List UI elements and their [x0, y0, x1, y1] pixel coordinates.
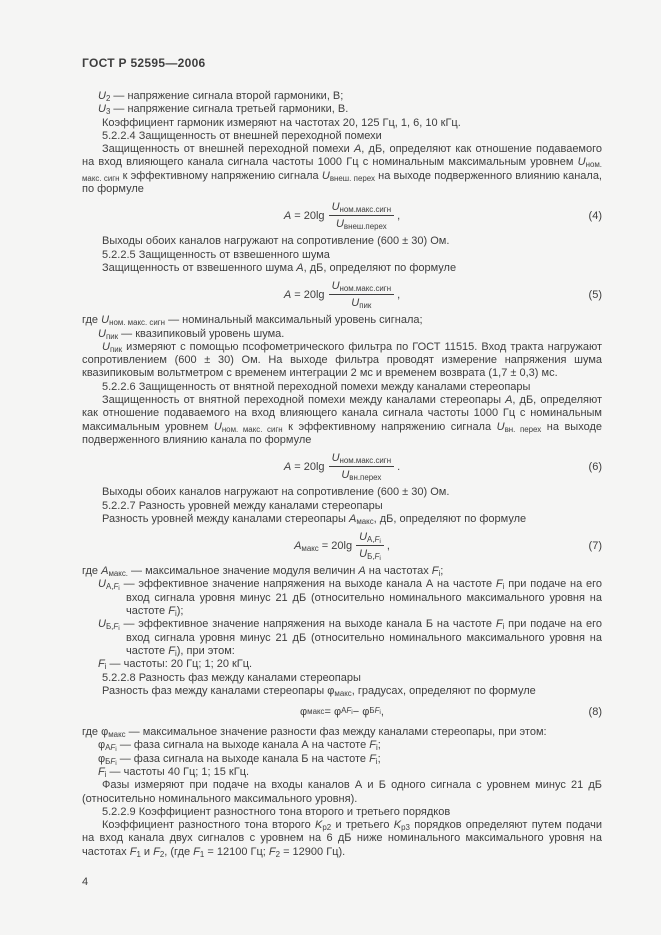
fraction	[356, 531, 384, 563]
formula-lhs: A = 20lg	[283, 460, 325, 473]
definition-item: $U_3$ — напряжение сигнала третьей гармоники, В.	[98, 103, 349, 117]
paragraph: Фазы измеряют при подаче на входы каналов А и Б одного сигнала с уровнем минус 21 дБ (относительно номинального максимального уровня).	[82, 779, 602, 805]
equation-number: (6)	[588, 460, 602, 473]
definition-item: $U_{пик}$ — квазипиковый уровень шума.	[98, 327, 285, 341]
equation-number: (4)	[588, 209, 602, 222]
equation-number: (7)	[588, 539, 602, 552]
formula-8	[82, 705, 602, 719]
fraction-denominator: $U_{внеш.перех}$	[335, 218, 387, 232]
document-body	[82, 90, 602, 859]
formula-6	[82, 452, 602, 481]
fraction	[329, 452, 395, 481]
formula-5	[82, 280, 602, 309]
formula-body: φ макс = φ $АF_i$ − φ $БF_i$ ,	[300, 706, 384, 719]
fraction-numerator: $U_{ном.макс.сигн}$	[329, 201, 395, 216]
definition-item: $\varphi_{АF_i}$ — фаза сигнала на выходе канала А на частоте $F_i$;	[98, 739, 381, 754]
paragraph: Коэффициент гармоник измеряют на частотах 20, 125 Гц, 1, 6, 10 кГц.	[102, 116, 461, 129]
definition-item: $F_i$ — частоты: 20 Гц; 1; 20 кГц.	[98, 658, 253, 672]
paragraph: Коэффициент разностного тона второго $K_{р2}$ и третьего $K_{р3}$ порядков определяют путем подачи на вход канала двух сигналов с уровнем на 6 дБ ниже номинального максимального уровня на частотах $F_1$ и $F_2$, (где $F_1 = 12100$ Гц; $F_2 = 12900$ Гц).	[82, 819, 603, 859]
fraction	[329, 201, 395, 230]
definition-item: $U_2$ — напряжение сигнала второй гармоники, В;	[98, 90, 344, 103]
formula-punctuation: ,	[386, 539, 390, 552]
where-clause: где $\varphi_{макс}$ — максимальное значение разности фаз между каналами стереопары, при этом:	[82, 726, 547, 740]
paragraph: Разность фаз между каналами стереопары $\varphi_{макс}$, градусах, определяют по формуле	[102, 684, 536, 698]
clause-heading: 5.2.2.4 Защищенность от внешней переходной помехи	[102, 129, 382, 142]
definition-item: $\varphi_{БF_i}$ — фаза сигнала на выходе канала Б на частоте $F_i$;	[98, 752, 381, 767]
equation-number: (5)	[588, 288, 602, 301]
fraction-numerator: $U_{ном.макс.сигн}$	[329, 280, 395, 295]
definition-item: $U_{А,F_i}$ — эффективное значение напряжения на выходе канала А на частоте $F_i$ при подаче на его вход сигнала уровня минус 21 дБ (относительно номинального максимального уровня на частоте $F_i$);	[98, 578, 603, 619]
definition-item: $F_i$ — частоты 40 Гц; 1; 15 кГц.	[98, 765, 250, 779]
paragraph: Выходы обоих каналов нагружают на сопротивление (600 ± 30) Ом.	[102, 235, 450, 248]
formula-7	[82, 531, 602, 563]
formula-lhs: A = 20lg	[283, 288, 325, 301]
paragraph: Выходы обоих каналов нагружают на сопротивление (600 ± 30) Ом.	[102, 486, 450, 499]
definition-item: $U_{Б,F_i}$ — эффективное значение напряжения на выходе канала Б на частоте $F_i$ при подаче на его вход сигнала уровня минус 21 дБ (относительно номинального максимального уровня на частоте $F_i$), при этом:	[98, 618, 602, 658]
fraction-denominator: $U_{пик}$	[351, 297, 372, 311]
paragraph: Защищенность от взвешенного шума A, дБ, определяют по формуле	[102, 261, 457, 274]
where-clause: где $A_{макс.}$ — максимальное значение модуля величин A на частотах $F_i$;	[82, 565, 444, 579]
fraction-numerator: $U_{ном.макс.сигн}$	[329, 452, 395, 467]
formula-body	[294, 531, 390, 563]
formula-body	[284, 280, 400, 309]
paragraph: Защищенность от внешней переходной помехи A, дБ, определяют как отношение подаваемого на вход влияющего канала сигнала частоты 1000 Гц с номинальным максимальным уровнем $U_{ном. макс. сигн}$ к эффективному напряжению сигнала $U_{внеш. перех}$ на выходе подверженного влиянию канала, по формуле	[82, 143, 603, 196]
formula-lhs: A = 20lg	[283, 209, 325, 222]
clause-heading: 5.2.2.7 Разность уровней между каналами стереопары	[102, 499, 383, 512]
fraction	[329, 280, 395, 309]
where-clause: где $U_{ном. макс. сигн}$ — номинальный максимальный уровень сигнала;	[82, 314, 423, 328]
formula-body	[284, 452, 400, 481]
page-number: 4	[82, 876, 89, 889]
paragraph: $U_{пик}$ измеряют с помощью псофометрического фильтра по ГОСТ 11515. Вход тракта нагружают сопротивлением (600 ± 30) Ом. На выходе фильтра проводят измерение напряжения шума квазипиковым вольтметром с временем интеграции 2 мс и временем возврата (1,7 ± 0,3) мс.	[82, 340, 602, 380]
clause-heading: 5.2.2.8 Разность фаз между каналами стереопары	[102, 671, 361, 684]
formula-lhs: $A_{макс} = 20\lg$	[294, 539, 353, 553]
formula-punctuation: ,	[397, 209, 401, 222]
formula-body	[284, 201, 400, 230]
paragraph: Защищенность от внятной переходной помехи между каналами стереопары A, дБ, определяют как отношение подаваемого на вход влияющего канала сигнала частоты 1000 Гц с номинальным максимальным уровнем $U_{ном. макс. сигн}$ к эффективному напряжению сигнала $U_{вн. перех}$ на выходе подверженного влиянию канала по формуле	[82, 394, 602, 446]
fraction-numerator: $U_{А,F_i}$	[356, 531, 384, 546]
clause-heading: 5.2.2.9 Коэффициент разностного тона второго и третьего порядков	[102, 805, 451, 818]
fraction-denominator: $U_{Б,F_i}$	[359, 548, 381, 563]
formula-punctuation: ,	[397, 288, 401, 301]
equation-number: (8)	[588, 706, 602, 719]
fraction-denominator: $U_{вн.перех}$	[341, 469, 382, 483]
formula-4	[82, 201, 602, 230]
clause-heading: 5.2.2.5 Защищенность от взвешенного шума	[102, 248, 330, 261]
paragraph: Разность уровней между каналами стереопары $A_{макс}$, дБ, определяют по формуле	[102, 512, 527, 526]
document-title: ГОСТ Р 52595—2006	[82, 56, 206, 70]
formula-punctuation: .	[397, 460, 401, 473]
clause-heading: 5.2.2.6 Защищенность от внятной переходной помехи между каналами стереопары	[102, 380, 531, 393]
